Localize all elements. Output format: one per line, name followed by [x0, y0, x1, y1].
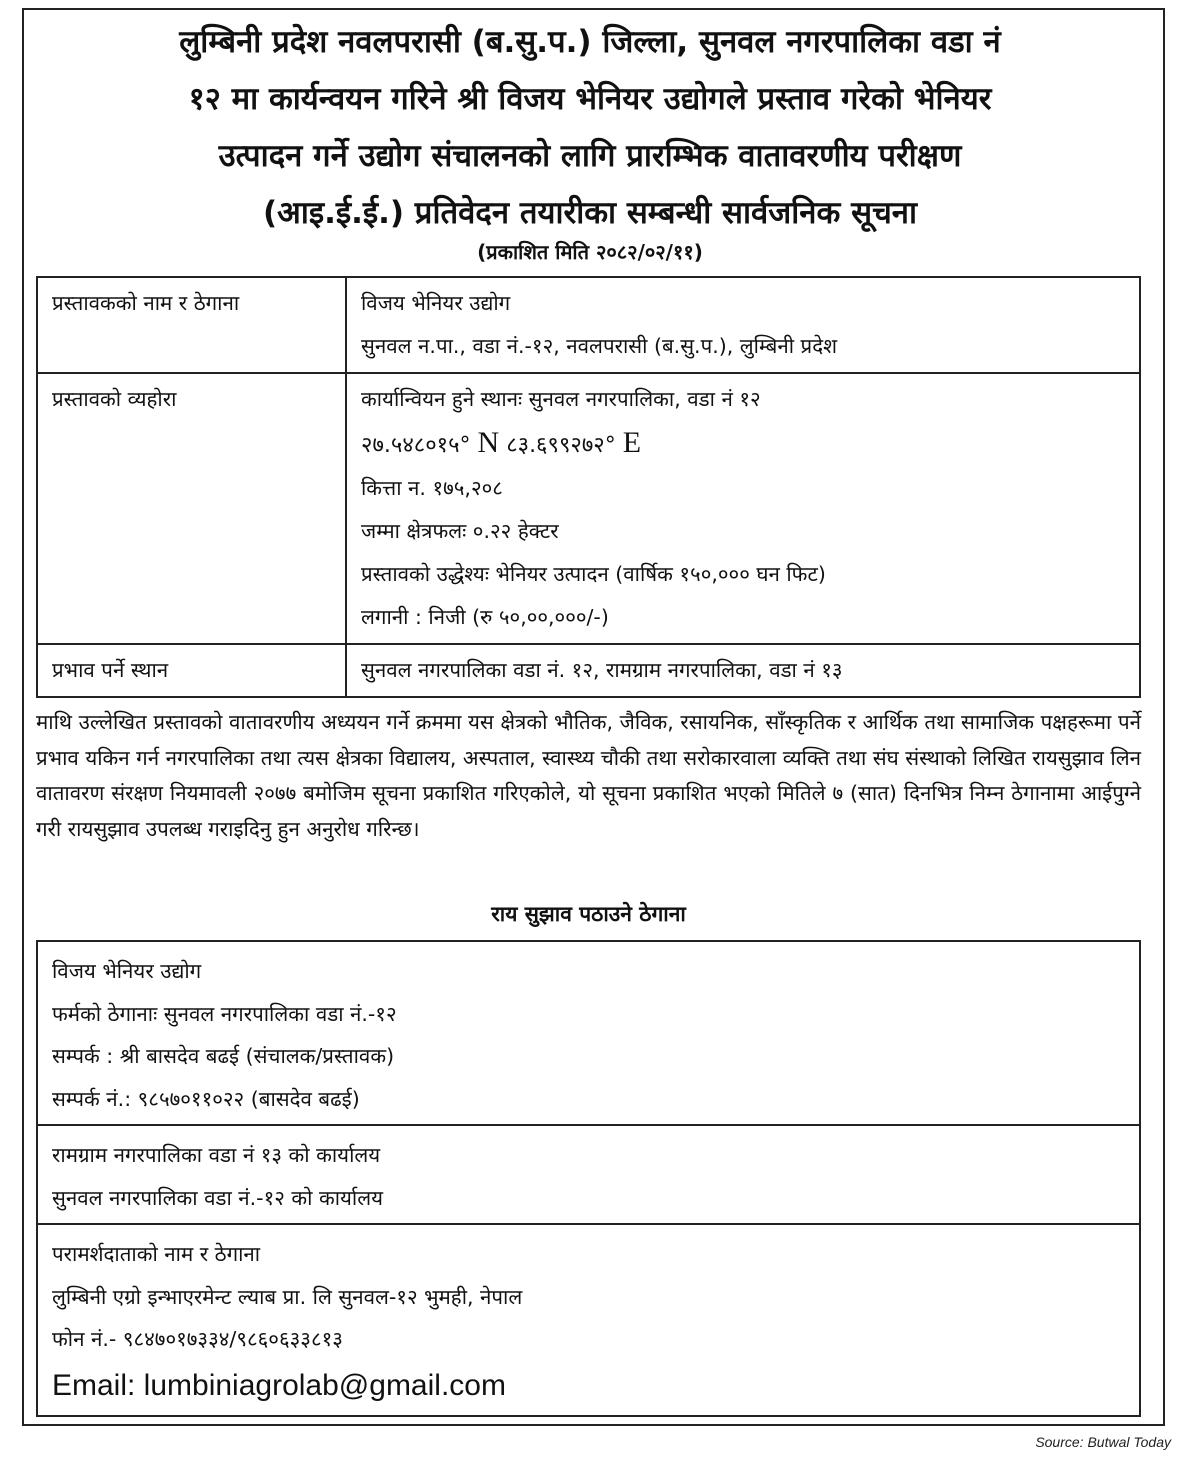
offices-cell — [37, 1125, 1140, 1224]
firm-row — [37, 941, 1140, 1125]
proponent-address: सुनवल न.पा., वडा नं.-१२, नवलपरासी (ब.सु.प.), लुम्बिनी प्रदेश — [361, 334, 838, 358]
investment: लगानी : निजी (रु ५०,००,०००/-) — [361, 605, 609, 629]
details-value — [346, 373, 1140, 644]
impact-row — [37, 644, 1140, 697]
firm-contact-person: सम्पर्क : श्री बासदेव बढई (संचालक/प्रस्तावक) — [52, 1044, 395, 1068]
title-line-4: (आइ.ई.ई.) प्रतिवेदन तयारीका सम्बन्धी सार्वजनिक सूचना — [263, 195, 917, 231]
consultant-phone: फोन नं.- ९८४७०१७३३४/९८६०६३३८१३ — [52, 1327, 343, 1351]
proposal-table — [36, 276, 1141, 698]
project-purpose: प्रस्तावको उद्धेश्यः भेनियर उत्पादन (वार्षिक १५०,००० घन फिट) — [361, 562, 826, 586]
notice-title — [40, 14, 1140, 242]
proponent-row — [37, 277, 1140, 373]
longitude-direction: E — [622, 426, 642, 459]
firm-name: विजय भेनियर उद्योग — [52, 959, 202, 983]
impact-label: प्रभाव पर्ने स्थान — [37, 644, 346, 697]
contacts-table — [36, 940, 1141, 1417]
consultant-cell — [37, 1224, 1140, 1416]
impact-value: सुनवल नगरपालिका वडा नं. १२, रामग्राम नगरपालिका, वडा नं १३ — [346, 644, 1140, 697]
title-line-3: उत्पादन गर्ने उद्योग संचालनको लागि प्रारम्भिक वातावरणीय परीक्षण — [218, 138, 962, 174]
details-row — [37, 373, 1140, 644]
title-line-1: लुम्बिनी प्रदेश नवलपरासी (ब.सु.प.) जिल्ला, सुनवल नगरपालिका वडा नं — [179, 24, 1001, 60]
proponent-label: प्रस्तावकको नाम र ठेगाना — [37, 277, 346, 373]
firm-cell — [37, 941, 1140, 1125]
office-sunwal: सुनवल नगरपालिका वडा नं.-१२ को कार्यालय — [52, 1185, 384, 1210]
title-line-2: १२ मा कार्यन्वयन गरिने श्री विजय भेनियर उद्योगले प्रस्ताव गरेको भेनियर — [188, 81, 992, 117]
latitude: २७.५४८०१५° — [361, 433, 471, 458]
published-date: (प्रकाशित मिति २०८२/०२/११) — [477, 240, 703, 264]
project-location: कार्यान्वियन हुने स्थानः सुनवल नगरपालिका, वडा नं १२ — [361, 387, 761, 411]
consultant-row — [37, 1224, 1140, 1416]
coordinates — [361, 421, 1125, 467]
total-area: जम्मा क्षेत्रफलः ०.२२ हेक्टर — [361, 519, 559, 543]
consultant-email: Email: lumbiniagrolab@gmail.com — [52, 1368, 506, 1402]
details-label: प्रस्तावको व्यहोरा — [37, 373, 346, 644]
consultant-label: परामर्शदाताको नाम र ठेगाना — [52, 1242, 261, 1266]
firm-phone: सम्पर्क नं.: ९८५७०११०२२ (बासदेव बढई) — [52, 1086, 360, 1111]
latitude-direction: N — [477, 426, 500, 459]
source-credit: Source: Butwal Today — [1035, 1434, 1171, 1450]
firm-address: फर्मको ठेगानाः सुनवल नगरपालिका वडा नं.-१२ — [52, 1001, 397, 1026]
consultant-address: लुम्बिनी एग्रो इन्भाएरमेन्ट ल्याब प्रा. लि सुनवल-१२ भुमही, नेपाल — [52, 1284, 523, 1309]
suggestion-heading: राय सुझाव पठाउने ठेगाना — [491, 902, 686, 926]
proponent-name: विजय भेनियर उद्योग — [361, 291, 511, 315]
office-ramgram: रामग्राम नगरपालिका वडा नं १३ को कार्यालय — [52, 1143, 381, 1167]
proponent-value — [346, 277, 1140, 373]
longitude: ८३.६९९२७२° — [506, 433, 616, 458]
offices-row — [37, 1125, 1140, 1224]
plot-number: कित्ता न. १७५,२०८ — [361, 476, 503, 500]
notice-paragraph: माथि उल्लेखित प्रस्तावको वातावरणीय अध्ययन गर्ने क्रममा यस क्षेत्रको भौतिक, जैविक, रसायनिक, साँस्कृतिक र आर्थिक तथा सामाजिक पक्षहरूमा पर्ने प्रभाव यकिन गर्न नगरपालिका तथा त्यस क्षेत्रका विद्यालय, अस्पताल, स्वास्थ्य चौकी तथा सरोकारवाला व्यक्ति तथा संघ संस्थाको लिखित रायसुझाव लिन वातावरण संरक्षण नियमावली २०७७ बमोजिम सूचना प्रकाशित गरिएकोले, यो सूचना प्रकाशित भएको मितिले ७ (सात) दिनभित्र निम्न ठेगानामा आईपुग्ने गरी रायसुझाव उपलब्ध गराइदिनु हुन अनुरोध गरिन्छ। — [36, 710, 1141, 841]
